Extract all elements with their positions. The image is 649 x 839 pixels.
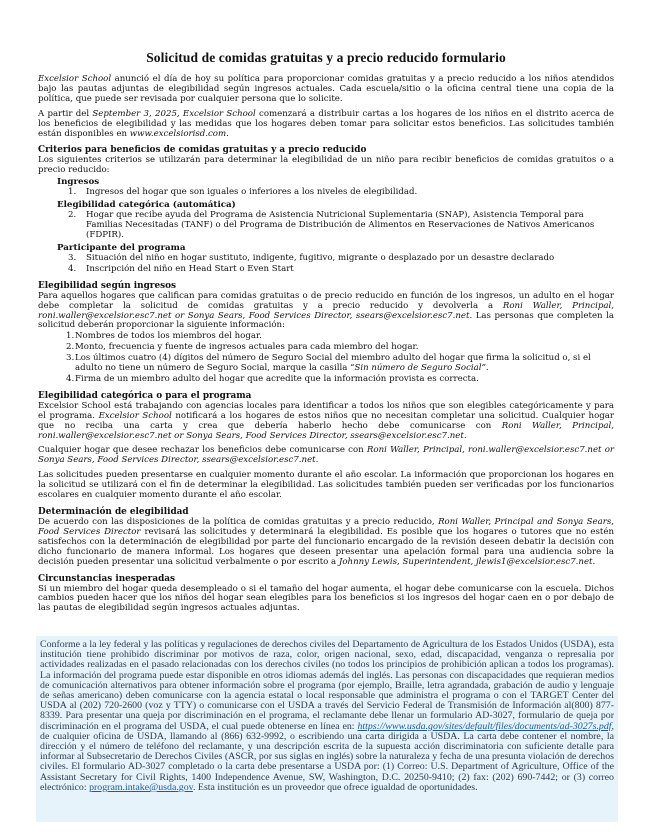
school-name: Excelsior School	[38, 74, 112, 84]
list-item: 3. Los últimos cuatro (4) dígitos del número de Seguro Social del miembro adulto del hogar que firma la solicitud o, si el adulto no tiene un número de Seguro Social, marque la casilla “Sin número de Seguro Social”.	[66, 353, 591, 374]
categorical-criteria-list	[38, 211, 614, 241]
intro-paragraph-1: Excelsior School anunció el día de hoy su política para proporcionar comidas gratuitas y a precio reducido a los niños atendidos bajo las pautas adjuntas de elegibilidad según ingresos actuales. Cada escuela/sitio o la oficina central tiene una copia de la política, que puede ser revisada por cualquier persona que lo solicite.	[38, 74, 615, 104]
income-criteria-list	[38, 188, 614, 198]
intro-paragraph-2: A partir del September 3, 2025, Excelsior School comenzará a distribuir cartas a los hogares de los niños en el distrito acerca de los beneficios de elegibilidad y las medidas que los hogares deben tomar para solicitar estos beneficios. Las solicitudes también están disponibles en www.excelsiorisd.com.	[38, 108, 614, 139]
categorical-paragraph-2: Cualquier hogar que desee rechazar los beneficios debe comunicarse con Roni Waller, Principal, roni.waller@excelsior.esc7.net or Sonya Sears, Food Services Director, ssears@excelsior.esc7.net.	[38, 445, 614, 466]
categorical-heading: Elegibilidad categórica o para el programa	[38, 390, 252, 401]
list-item: 2. Hogar que recibe ayuda del Programa de Asistencia Nutricional Suplementaria (SNAP), Asistencia Temporal para Familias Necesitadas (TANF) o del Programa de Distribución de Alimentos en Reservaciones de Nativos Americanos (FDPIR).	[68, 210, 595, 240]
nondiscrimination-text: Conforme a la ley federal y las políticas y regulaciones de derechos civiles del Departamento de Agricultura de los Estados Unidos (USDA), esta institución tiene prohibido discriminar por motivos de raza, color, origen nacional, sexo, edad, discapacidad, venganza o represalia por actividades realizadas en el pasado relacionadas con los derechos civiles (no todos los principios de prohibición aplican a todos los programas). La información del programa puede estar disponible en otros idiomas además del inglés. Las personas con discapacidades que requieran medios de comunicación alternativos para obtener información sobre el programa (por ejemplo, Braille, letra agrandada, grabación de audio y lenguaje de señas americano) deben comunicarse con la agencia estatal o local responsable que administra el programa o con el TARGET Center del USDA al (202) 720-2600 (voz y TTY) o comunicarse con el USDA a través del Servicio Federal de Transmisión de Información al(800) 877-8339. Para presentar una queja por discriminación en el programa, el reclamante debe llenar un formulario AD-3027, formulario de queja por discriminación en el programa del USDA, el cual puede obtenerse en línea en: https://www.usda.gov/sites/default/files/documents/ad-3027s.pdf, de cualquier oficina de USDA, llamando al (866) 632-9992, o escribiendo una carta dirigida a USDA. La carta debe contener el nombre, la dirección y el número de teléfono del reclamante, y una descripción escrita de la supuesta acción discriminatoria con suficiente detalle para informar al Subsecretario de Derechos Civiles (ASCR, por sus siglas en inglés) sobre la naturaleza y fecha de una presunta violación de derechos civiles. El formulario AD-3027 completado o la carta debe presentarse a USDA por: (1) Correo: U.S. Department of Agriculture, Office of the Assistant Secretary for Civil Rights, 1400 Independence Avenue, SW, Washington, D.C. 20250-9410; (2) fax: (202) 690-7442; or (3) correo electrónico: program.intake@usda.gov. Esta institución es un proveedor que ofrece igualdad de oportunidades.	[40, 639, 614, 793]
unexpected-heading: Circunstancias inesperadas	[38, 573, 176, 584]
list-item: 4. Inscripción del niño en Head Start o Even Start	[68, 263, 294, 274]
document-page	[38, 0, 614, 619]
contact-info: Roni Waller, Principal, roni.waller@excelsior.esc7.net or Sonya Sears, Food Services Director, ssears@excelsior.esc7.net	[38, 300, 614, 321]
contact-info: Roni Waller, Principal, roni.waller@excelsior.esc7.net or Sonya Sears, Food Services Director, ssears@excelsior.esc7.net	[38, 445, 614, 466]
participant-subheading: Participante del programa	[57, 242, 186, 253]
criteria-heading: Criterios para beneficios de comidas gratuitas y a precio reducido	[38, 145, 367, 156]
website-link[interactable]: www.excelsiorisd.com	[129, 128, 227, 139]
nondiscrimination-notice	[36, 636, 618, 822]
list-item: 3. Situación del niño en hogar sustituto, indigente, fugitivo, migrante o desplazado por un desastre declarado	[68, 252, 555, 263]
income-subheading: Ingresos	[57, 177, 100, 188]
income-eligibility-heading: Elegibilidad según ingresos	[38, 280, 177, 291]
document-title: Solicitud de comidas gratuitas y a precio reducido formulario	[146, 50, 506, 65]
categorical-paragraph-1: Excelsior School está trabajando con agencias locales para identificar a todos los niños que son elegibles categóricamente y para el programa. Excelsior School notificará a los hogares de estos niños que no necesitan completar una solicitud. Cualquier hogar que no reciba una carta y crea que debería haberlo hecho debe comunicarse con Roni Waller, Principal, roni.waller@excelsior.esc7.net or Sonya Sears, Food Services Director, ssears@excelsior.esc7.net.	[38, 400, 615, 441]
income-eligibility-text: Para aquellos hogares que califican para comidas gratuitas o de precio reducido en función de los ingresos, un adulto en el hogar debe completar la solicitud de comidas gratuitas y a precio reducido y devolverla a Roni Waller, Principal, roni.waller@excelsior.esc7.net or Sonya Sears, Food Services Director, ssears@excelsior.esc7.net. Las personas que completen la solicitud deberán proporcionar la siguiente información:	[38, 290, 614, 331]
categorical-paragraph-3: Las solicitudes pueden presentarse en cualquier momento durante el año escolar. La información que proporcionan los hogares en la solicitud se utilizará con el fin de determinar la elegibilidad. Las solicitudes también pueden ser verificadas por los funcionarios escolares en cualquier momento durante el año escolar.	[38, 470, 614, 501]
criteria-text: Los siguientes criterios se utilizarán para determinar la elegibilidad de un niño para recibir beneficios de comidas gratuitos o a precio reducido:	[38, 155, 614, 176]
email-link[interactable]: program.intake@usda.gov	[89, 781, 193, 793]
unexpected-text: Si un miembro del hogar queda desempleado o si el tamaño del hogar aumenta, el hogar debe comunicarse con la escuela. Dichos cambios pueden hacer que los niños del hogar sean elegibles para los beneficios si los ingresos del hogar caen en o por debajo de las pautas de elegibilidad según ingresos actuales adjuntas.	[38, 583, 614, 614]
list-item: 2. Monto, frecuencia y fuente de ingresos actuales para cada miembro del hogar.	[66, 342, 419, 353]
contact-info: Roni Waller, Principal, roni.waller@excelsior.esc7.net or Sonya Sears, Food Services Director, ssears@excelsior.esc7.net	[38, 420, 615, 441]
list-item: 1. Nombres de todos los miembros del hogar.	[66, 331, 262, 342]
determination-heading: Determinación de elegibilidad	[38, 507, 189, 517]
required-info-list	[38, 332, 614, 385]
determination-text: De acuerdo con las disposiciones de la política de comidas gratuitas y a precio reducido, Roni Waller, Principal and Sonya Sears, Food Services Director revisará las solicitudes y determinará la elegibilidad. Es posible que los hogares o tutores que no estén satisfechos con la determinación de elegibilidad por parte del funcionario encargado de la revisión deseen debatir la decisión con dicho funcionario de manera informal. Los hogares que deseen presentar una apelación formal para una audiencia sobre la decisión pueden presentar una solicitud verbalmente o por escrito a Johnny Lewis, Superintendent, jlewis1@excelsior.esc7.net.	[38, 517, 614, 567]
participant-criteria-list	[38, 254, 614, 275]
categorical-subheading: Elegibilidad categórica (automática)	[57, 200, 236, 211]
complaint-form-link[interactable]: https://www.usda.gov/sites/default/files/documents/ad-3027s.pdf	[357, 720, 612, 732]
start-date: September 3, 2025, Excelsior School	[92, 108, 256, 119]
list-item: 1. Ingresos del hogar que son iguales o inferiores a los niveles de elegibilidad.	[68, 187, 418, 198]
list-item: 4. Firma de un miembro adulto del hogar que acredite que la información provista es correcta.	[66, 373, 479, 384]
